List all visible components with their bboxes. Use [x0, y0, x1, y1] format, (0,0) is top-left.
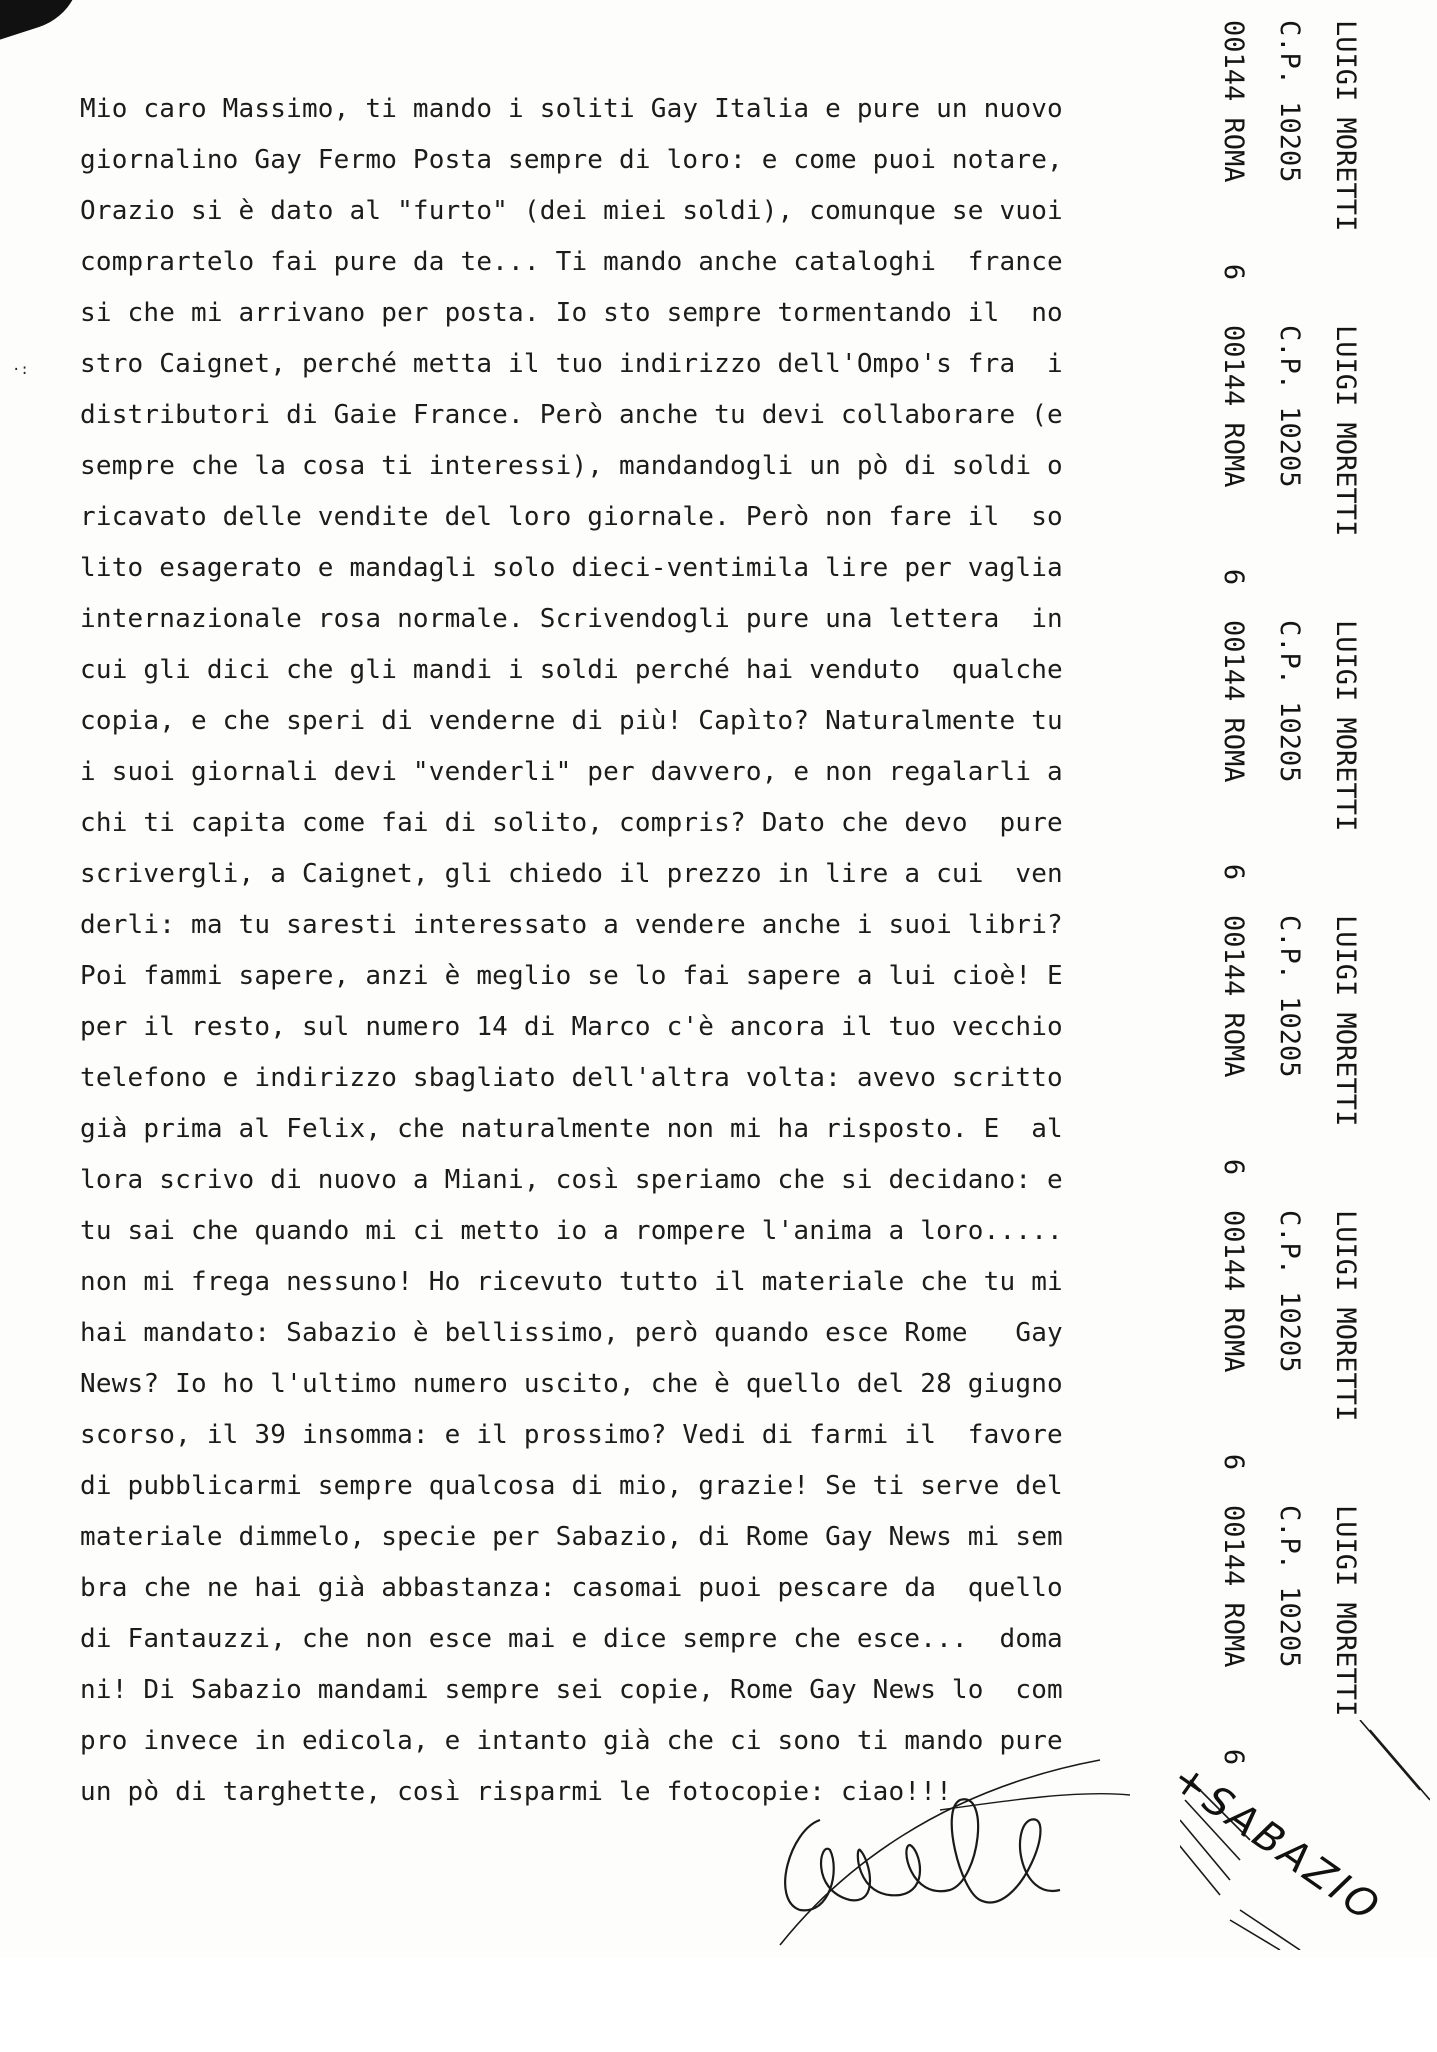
letter-line: lora scrivo di nuovo a Miani, così speriamo che si decidano: e [80, 1165, 1063, 1195]
letter-line: cui gli dici che gli mandi i soldi perché hai venduto qualche [80, 655, 1063, 685]
label-name: LUIGI MORETTI [1330, 20, 1361, 232]
letter-line: internazionale rosa normale. Scrivendogli pure una lettera in [80, 604, 1063, 634]
letter-line: si che mi arrivano per posta. Io sto sempre tormentando il no [80, 298, 1063, 328]
letter-line: già prima al Felix, che naturalmente non mi ha risposto. E al [80, 1114, 1063, 1144]
label-city: 00144 ROMA 6 [1218, 20, 1249, 281]
letter-line: bra che ne hai già abbastanza: casomai puoi pescare da quello [80, 1573, 1063, 1603]
label-po-box: C.P. 10205 [1274, 915, 1305, 1078]
letter-line: derli: ma tu saresti interessato a vendere anche i suoi libri? [80, 910, 1063, 940]
label-city: 00144 ROMA 6 [1218, 620, 1249, 881]
handwritten-signature [760, 1750, 1140, 1950]
letter-line: ricavato delle vendite del loro giornale. Però non fare il so [80, 502, 1063, 532]
letter-line: telefono e indirizzo sbagliato dell'altra volta: avevo scritto [80, 1063, 1063, 1093]
label-po-box: C.P. 10205 [1274, 325, 1305, 488]
letter-line: News? Io ho l'ultimo numero uscito, che è quello del 28 giugno [80, 1369, 1063, 1399]
label-po-box: C.P. 10205 [1274, 620, 1305, 783]
address-label-column [1218, 10, 1437, 1766]
signature-stroke [780, 1760, 1100, 1945]
letter-line: scrivergli, a Caignet, gli chiedo il prezzo in lire a cui ven [80, 859, 1063, 889]
letter-line: sempre che la cosa ti interessi), mandandogli un pò di soldi o [80, 451, 1063, 481]
letter-line: scorso, il 39 insomma: e il prossimo? Vedi di farmi il favore [80, 1420, 1063, 1450]
label-name: LUIGI MORETTI [1330, 915, 1361, 1127]
handwritten-note: +SABAZIO [1163, 1755, 1390, 1933]
label-po-box: C.P. 10205 [1274, 20, 1305, 183]
letter-line: distributori di Gaie France. Però anche tu devi collaborare (e [80, 400, 1063, 430]
letter-line: copia, e che speri di venderne di più! Capìto? Naturalmente tu [80, 706, 1063, 736]
letter-line: un pò di targhette, così risparmi le fotocopie: ciao!!! [80, 1777, 952, 1807]
letter-line: tu sai che quando mi ci metto io a rompere l'anima a loro..... [80, 1216, 1063, 1246]
label-name: LUIGI MORETTI [1330, 325, 1361, 537]
label-po-box: C.P. 10205 [1274, 1210, 1305, 1373]
letter-line: hai mandato: Sabazio è bellissimo, però quando esce Rome Gay [80, 1318, 1063, 1348]
letter-line: stro Caignet, perché metta il tuo indirizzo dell'Ompo's fra i [80, 349, 1063, 379]
letter-line: ni! Di Sabazio mandami sempre sei copie, Rome Gay News lo com [80, 1675, 1063, 1705]
label-name: LUIGI MORETTI [1330, 1505, 1361, 1717]
letter-line: giornalino Gay Fermo Posta sempre di loro: e come puoi notare, [80, 145, 1063, 175]
letter-line: Poi fammi sapere, anzi è meglio se lo fai sapere a lui cioè! E [80, 961, 1063, 991]
label-city: 00144 ROMA 6 [1218, 915, 1249, 1176]
letter-line: i suoi giornali devi "venderli" per davvero, e non regalarli a [80, 757, 1063, 787]
label-city: 00144 ROMA 6 [1218, 1505, 1249, 1766]
label-po-box: C.P. 10205 [1274, 1505, 1305, 1668]
letter-line: non mi frega nessuno! Ho ricevuto tutto il materiale che tu mi [80, 1267, 1063, 1297]
signature-stroke [940, 1794, 1130, 1810]
label-city: 00144 ROMA 6 [1218, 1210, 1249, 1471]
letter-line: di pubblicarmi sempre qualcosa di mio, grazie! Se ti serve del [80, 1471, 1063, 1501]
label-city: 00144 ROMA 6 [1218, 325, 1249, 586]
letter-line: pro invece in edicola, e intanto già che ci sono ti mando pure [80, 1726, 1063, 1756]
letter-line: lito esagerato e mandagli solo dieci-ventimila lire per vaglia [80, 553, 1063, 583]
letter-line: materiale dimmelo, specie per Sabazio, di Rome Gay News mi sem [80, 1522, 1063, 1552]
letter-line: chi ti capita come fai di solito, compris? Dato che devo pure [80, 808, 1063, 838]
letter-line: per il resto, sul numero 14 di Marco c'è ancora il tuo vecchio [80, 1012, 1063, 1042]
scan-corner-shadow [0, 0, 96, 49]
letter-line: Orazio si è dato al "furto" (dei miei soldi), comunque se vuoi [80, 196, 1063, 226]
letter-line: di Fantauzzi, che non esce mai e dice sempre che esce... doma [80, 1624, 1063, 1654]
margin-mark: ·: [12, 362, 29, 378]
label-name: LUIGI MORETTI [1330, 620, 1361, 832]
letter-line: Mio caro Massimo, ti mando i soliti Gay Italia e pure un nuovo [80, 94, 1063, 124]
label-name: LUIGI MORETTI [1330, 1210, 1361, 1422]
letter-body [80, 88, 1170, 1822]
letter-line: comprartelo fai pure da te... Ti mando anche cataloghi france [80, 247, 1063, 277]
